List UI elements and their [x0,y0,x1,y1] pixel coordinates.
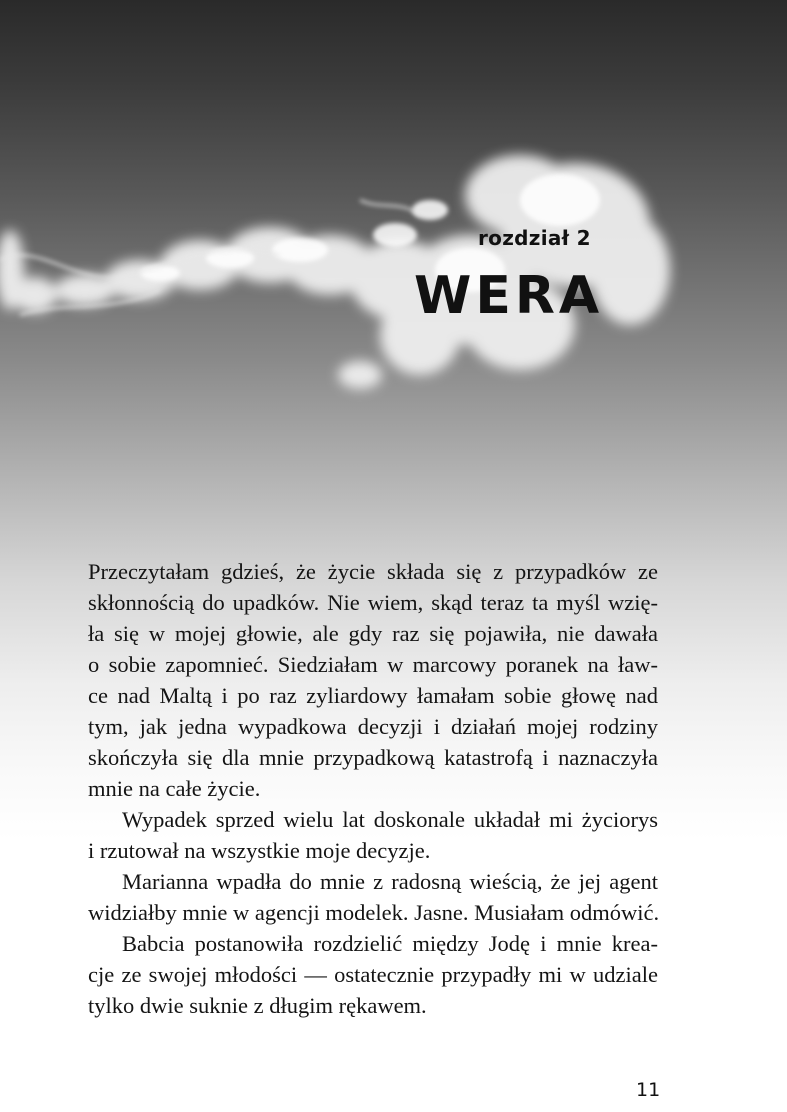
chapter-title: WERA [414,266,604,326]
body-line: mnie na całe życie. [88,776,261,801]
body-line: widziałby mnie w agencji modelek. Jasne. Musiałam odmówić. [88,900,660,925]
body-line: Wypadek sprzed wielu lat doskonale układał mi życiorys [122,807,658,832]
body-line: cje ze swojej młodości — ostatecznie przypadły mi w udziale [88,962,658,987]
chapter-label: rozdział 2 [478,226,591,250]
body-line: tylko dwie suknie z długim rękawem. [88,993,427,1018]
body-line: tym, jak jedna wypadkowa decyzji i działań mojej rodziny [88,714,658,739]
body-line: o sobie zapomnieć. Siedziałam w marcowy poranek na ław- [88,652,658,677]
chapter-body-text [88,556,658,1021]
body-line: skończyła się dla mnie przypadkową katastrofą i naznaczyła [88,745,658,770]
body-line: Przeczytałam gdzieś, że życie składa się z przypadków ze [88,559,658,584]
body-line: ła się w mojej głowie, ale gdy raz się pojawiła, nie dawała [88,621,658,646]
body-line: i rzutował na wszystkie moje decyzje. [88,838,431,863]
body-line: ce nad Maltą i po raz zyliardowy łamałam sobie głowę nad [88,683,658,708]
body-line: skłonnością do upadków. Nie wiem, skąd teraz ta myśl wzię- [88,590,658,615]
body-line: Babcia postanowiła rozdzielić między Jodę i mnie krea- [122,931,658,956]
body-line: Marianna wpadła do mnie z radosną wieścią, że jej agent [122,869,658,894]
page-number: 11 [636,1079,661,1101]
smoke-illustration [0,140,787,420]
